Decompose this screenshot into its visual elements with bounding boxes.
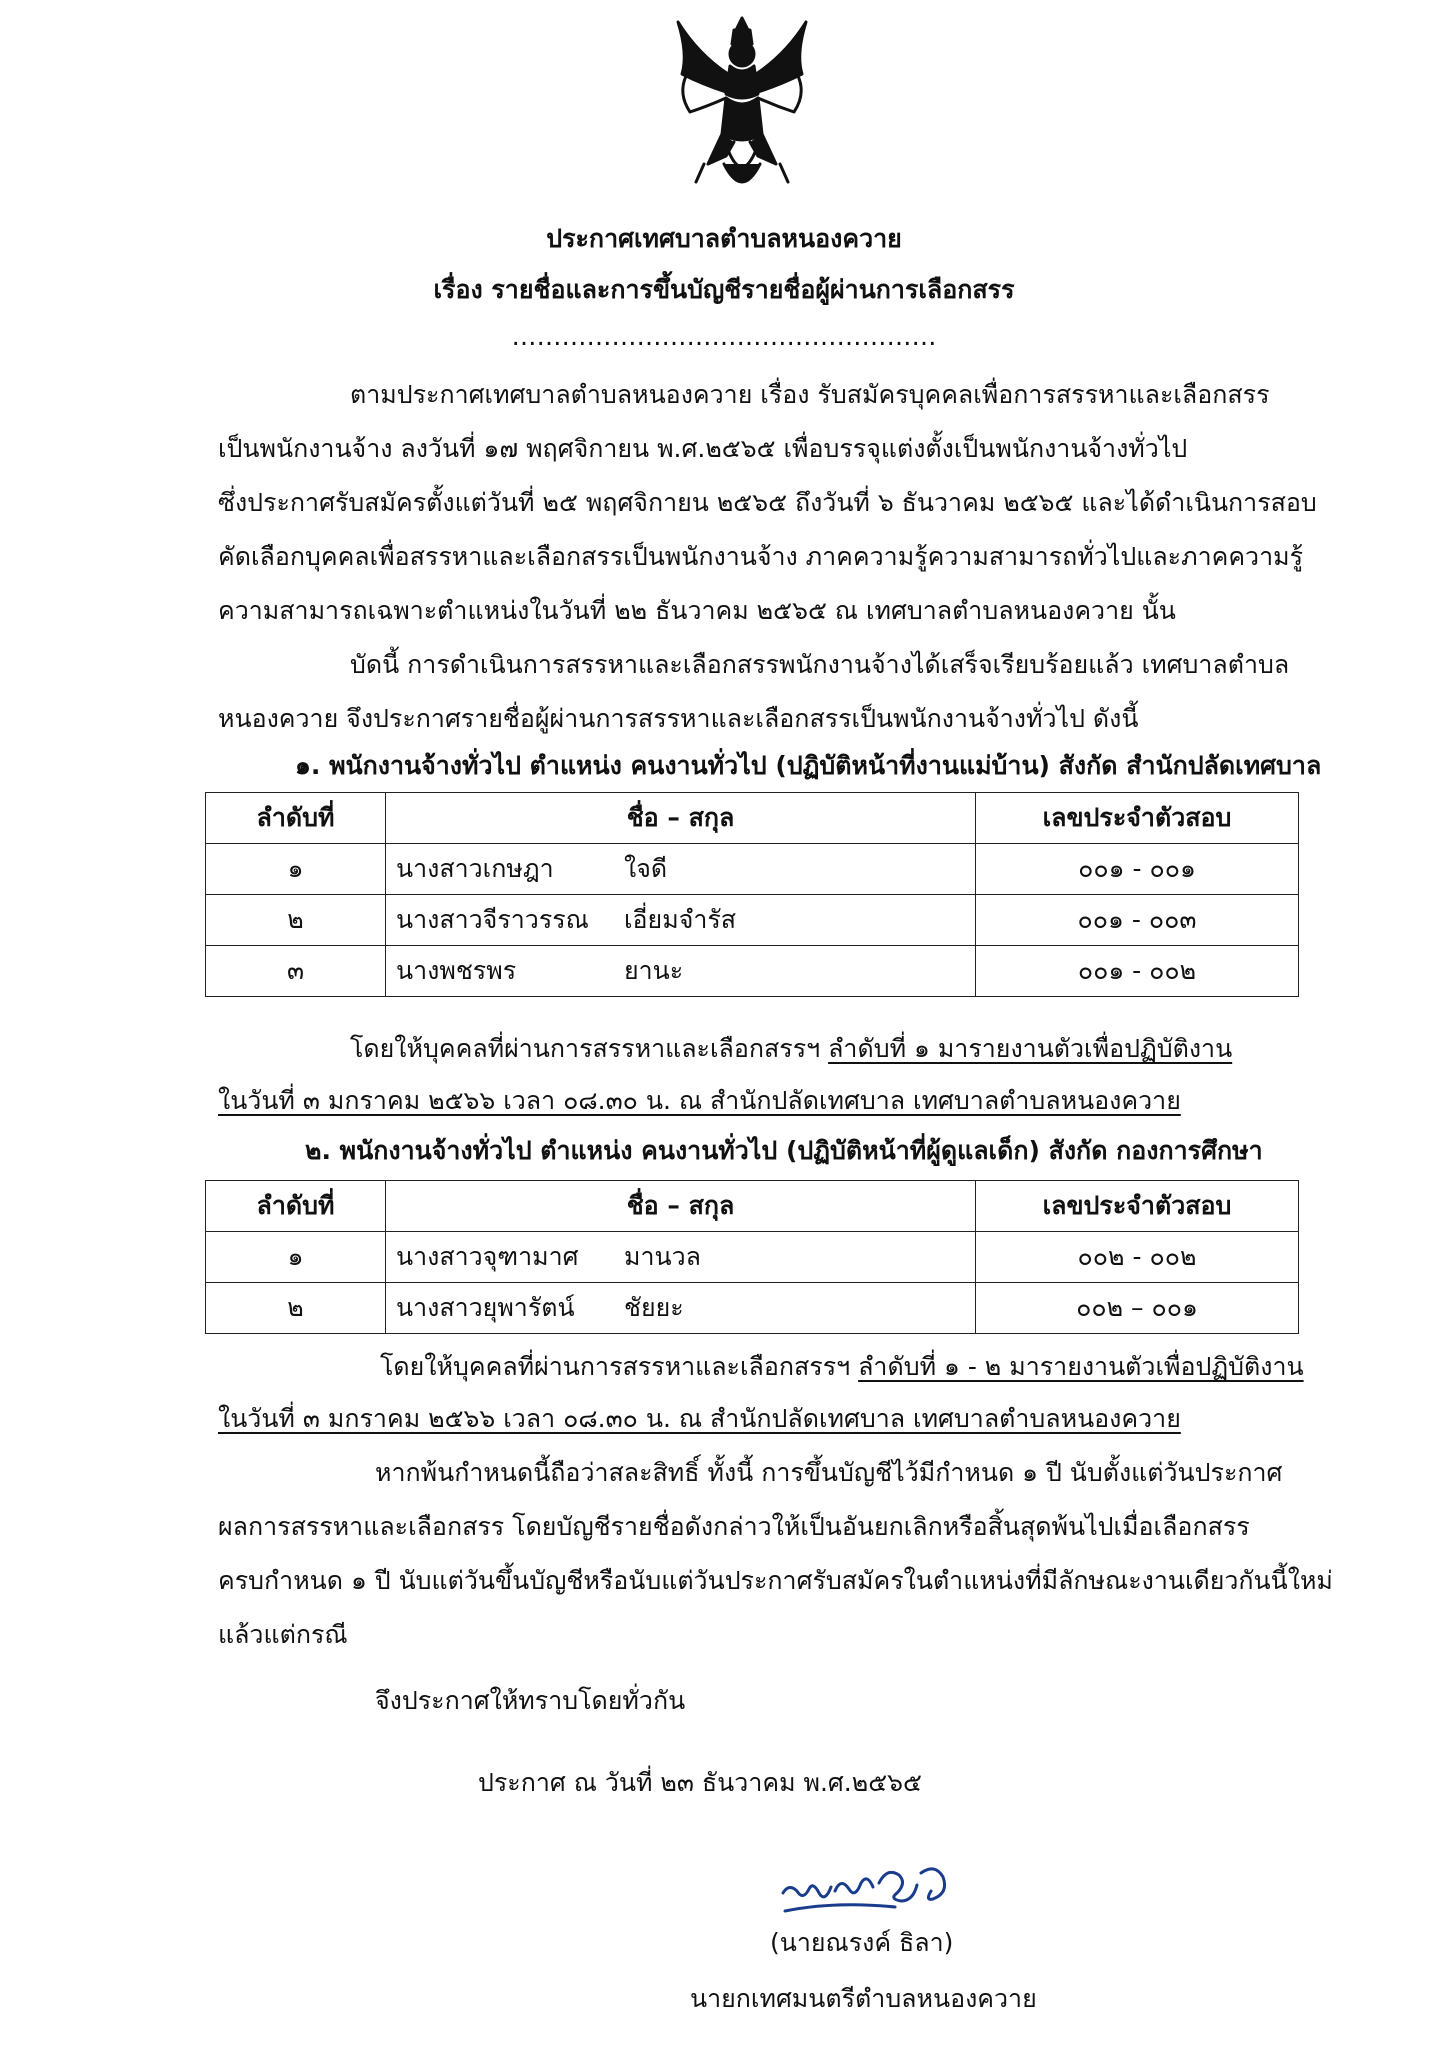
column-header-name: ชื่อ – สกุล	[386, 1181, 976, 1232]
row-exam-id: ๐๐๑ - ๐๐๒	[976, 946, 1299, 997]
row-exam-id: ๐๐๒ - ๐๐๒	[976, 1232, 1299, 1283]
last-name: เอี่ยมจำรัส	[624, 905, 737, 934]
expiry-line-1: หากพ้นกำหนดนี้ถือว่าสละสิทธิ์ ทั้งนี้ การขึ้นบัญชีไว้มีกำหนด ๑ ปี นับตั้งแต่วันประกาศ	[375, 1458, 1283, 1487]
last-name: ยานะ	[624, 956, 684, 985]
column-header-order: ลำดับที่	[206, 1181, 386, 1232]
section-1-heading: ๑. พนักงานจ้างทั่วไป ตำแหน่ง คนงานทั่วไป (ปฏิบัติหน้าที่งานแม่บ้าน) สังกัด สำนักปลัดเทศบาล	[295, 751, 1322, 780]
report-prefix: โดยให้บุคคลที่ผ่านการสรรหาและเลือกสรรฯ	[350, 1034, 821, 1063]
row-name	[386, 895, 976, 946]
row-order: ๓	[206, 946, 386, 997]
table-row	[206, 946, 1299, 997]
row-name	[386, 1283, 976, 1334]
row-exam-id: ๐๐๑ - ๐๐๑	[976, 844, 1299, 895]
report-underlined: ลำดับที่ ๑ - ๒ มารายงานตัวเพื่อปฏิบัติงาน	[858, 1352, 1304, 1381]
table-row	[206, 1283, 1299, 1334]
section-2-report-line-2: ในวันที่ ๓ มกราคม ๒๕๖๖ เวลา ๐๘.๓๐ น. ณ สำนักปลัดเทศบาล เทศบาลตำบลหนองควาย	[218, 1404, 1181, 1433]
section-1-table	[205, 792, 1299, 997]
section-2-table	[205, 1180, 1299, 1334]
announcement-date: ประกาศ ณ วันที่ ๒๓ ธันวาคม พ.ศ.๒๕๖๕	[478, 1768, 922, 1797]
column-header-exam-id: เลขประจำตัวสอบ	[976, 1181, 1299, 1232]
row-order: ๑	[206, 1232, 386, 1283]
table-row	[206, 895, 1299, 946]
row-order: ๑	[206, 844, 386, 895]
intro-line-3: ซึ่งประกาศรับสมัครตั้งแต่วันที่ ๒๕ พฤศจิกายน ๒๕๖๕ ถึงวันที่ ๖ ธันวาคม ๒๕๖๕ และได้ดำเนินการสอบ	[218, 488, 1317, 517]
column-header-name: ชื่อ – สกุล	[386, 793, 976, 844]
row-name	[386, 844, 976, 895]
section-2-heading: ๒. พนักงานจ้างทั่วไป ตำแหน่ง คนงานทั่วไป (ปฏิบัติหน้าที่ผู้ดูแลเด็ก) สังกัด กองการศึกษา	[305, 1136, 1263, 1165]
signer-name: (นายณรงค์ ธิลา)	[770, 1928, 954, 1957]
garuda-emblem-icon	[668, 14, 816, 204]
last-name: ใจดี	[624, 854, 668, 883]
announcement-line-1: บัดนี้ การดำเนินการสรรหาและเลือกสรรพนักงานจ้างได้เสร็จเรียบร้อยแล้ว เทศบาลตำบล	[350, 650, 1290, 679]
first-name: นางสาวเกษฎา	[396, 854, 554, 883]
last-name: มานวล	[624, 1242, 701, 1271]
expiry-line-4: แล้วแต่กรณี	[218, 1620, 348, 1649]
column-header-order: ลำดับที่	[206, 793, 386, 844]
intro-line-2: เป็นพนักงานจ้าง ลงวันที่ ๑๗ พฤศจิกายน พ.ศ.๒๕๖๕ เพื่อบรรจุแต่งตั้งเป็นพนักงานจ้างทั่วไป	[218, 434, 1188, 463]
table-header-row	[206, 793, 1299, 844]
expiry-line-3: ครบกำหนด ๑ ปี นับแต่วันขึ้นบัญชีหรือนับแต่วันประกาศรับสมัครในตำแหน่งที่มีลักษณะงานเดียวกันนี้ใหม่	[218, 1566, 1333, 1595]
intro-line-1: ตามประกาศเทศบาลตำบลหนองควาย เรื่อง รับสมัครบุคคลเพื่อการสรรหาและเลือกสรร	[350, 380, 1270, 409]
first-name: นางสาวยุพารัตน์	[396, 1293, 575, 1322]
report-underlined: ลำดับที่ ๑ มารายงานตัวเพื่อปฏิบัติงาน	[828, 1034, 1233, 1063]
section-1-report-line-1	[350, 1032, 1232, 1066]
row-exam-id: ๐๐๑ - ๐๐๓	[976, 895, 1299, 946]
table-header-row	[206, 1181, 1299, 1232]
announcement-line-2: หนองควาย จึงประกาศรายชื่อผู้ผ่านการสรรหาและเลือกสรรเป็นพนักงานจ้างทั่วไป ดังนี้	[218, 704, 1139, 733]
row-order: ๒	[206, 895, 386, 946]
document-subject: เรื่อง รายชื่อและการขึ้นบัญชีรายชื่อผู้ผ่านการเลือกสรร	[433, 275, 1015, 304]
table-row	[206, 1232, 1299, 1283]
row-name	[386, 1232, 976, 1283]
column-header-exam-id: เลขประจำตัวสอบ	[976, 793, 1299, 844]
table-row	[206, 844, 1299, 895]
first-name: นางสาวจีราวรรณ	[396, 905, 589, 934]
intro-line-4: คัดเลือกบุคคลเพื่อสรรหาและเลือกสรรเป็นพนักงานจ้าง ภาคความรู้ความสามารถทั่วไปและภาคความรู้	[218, 542, 1304, 571]
row-exam-id: ๐๐๒ – ๐๐๑	[976, 1283, 1299, 1334]
document-title: ประกาศเทศบาลตำบลหนองควาย	[546, 224, 902, 253]
intro-line-5: ความสามารถเฉพาะตำแหน่งในวันที่ ๒๒ ธันวาคม ๒๕๖๕ ณ เทศบาลตำบลหนองควาย นั้น	[218, 596, 1176, 625]
last-name: ชัยยะ	[624, 1293, 684, 1322]
report-prefix: โดยให้บุคคลที่ผ่านการสรรหาและเลือกสรรฯ	[380, 1352, 851, 1381]
closing-notice: จึงประกาศให้ทราบโดยทั่วกัน	[375, 1686, 686, 1715]
header-dots: ……………………………………………	[511, 322, 937, 351]
first-name: นางสาวจุฑามาศ	[396, 1242, 579, 1271]
row-name	[386, 946, 976, 997]
section-2-report-line-1	[380, 1350, 1304, 1384]
section-1-report-line-2: ในวันที่ ๓ มกราคม ๒๕๖๖ เวลา ๐๘.๓๐ น. ณ สำนักปลัดเทศบาล เทศบาลตำบลหนองควาย	[218, 1086, 1181, 1115]
row-order: ๒	[206, 1283, 386, 1334]
first-name: นางพชรพร	[396, 956, 517, 985]
signer-title: นายกเทศมนตรีตำบลหนองควาย	[690, 1984, 1037, 2013]
signature-icon	[775, 1853, 960, 1923]
expiry-line-2: ผลการสรรหาและเลือกสรร โดยบัญชีรายชื่อดังกล่าวให้เป็นอันยกเลิกหรือสิ้นสุดพ้นไปเมื่อเลือกสรร	[218, 1512, 1250, 1541]
